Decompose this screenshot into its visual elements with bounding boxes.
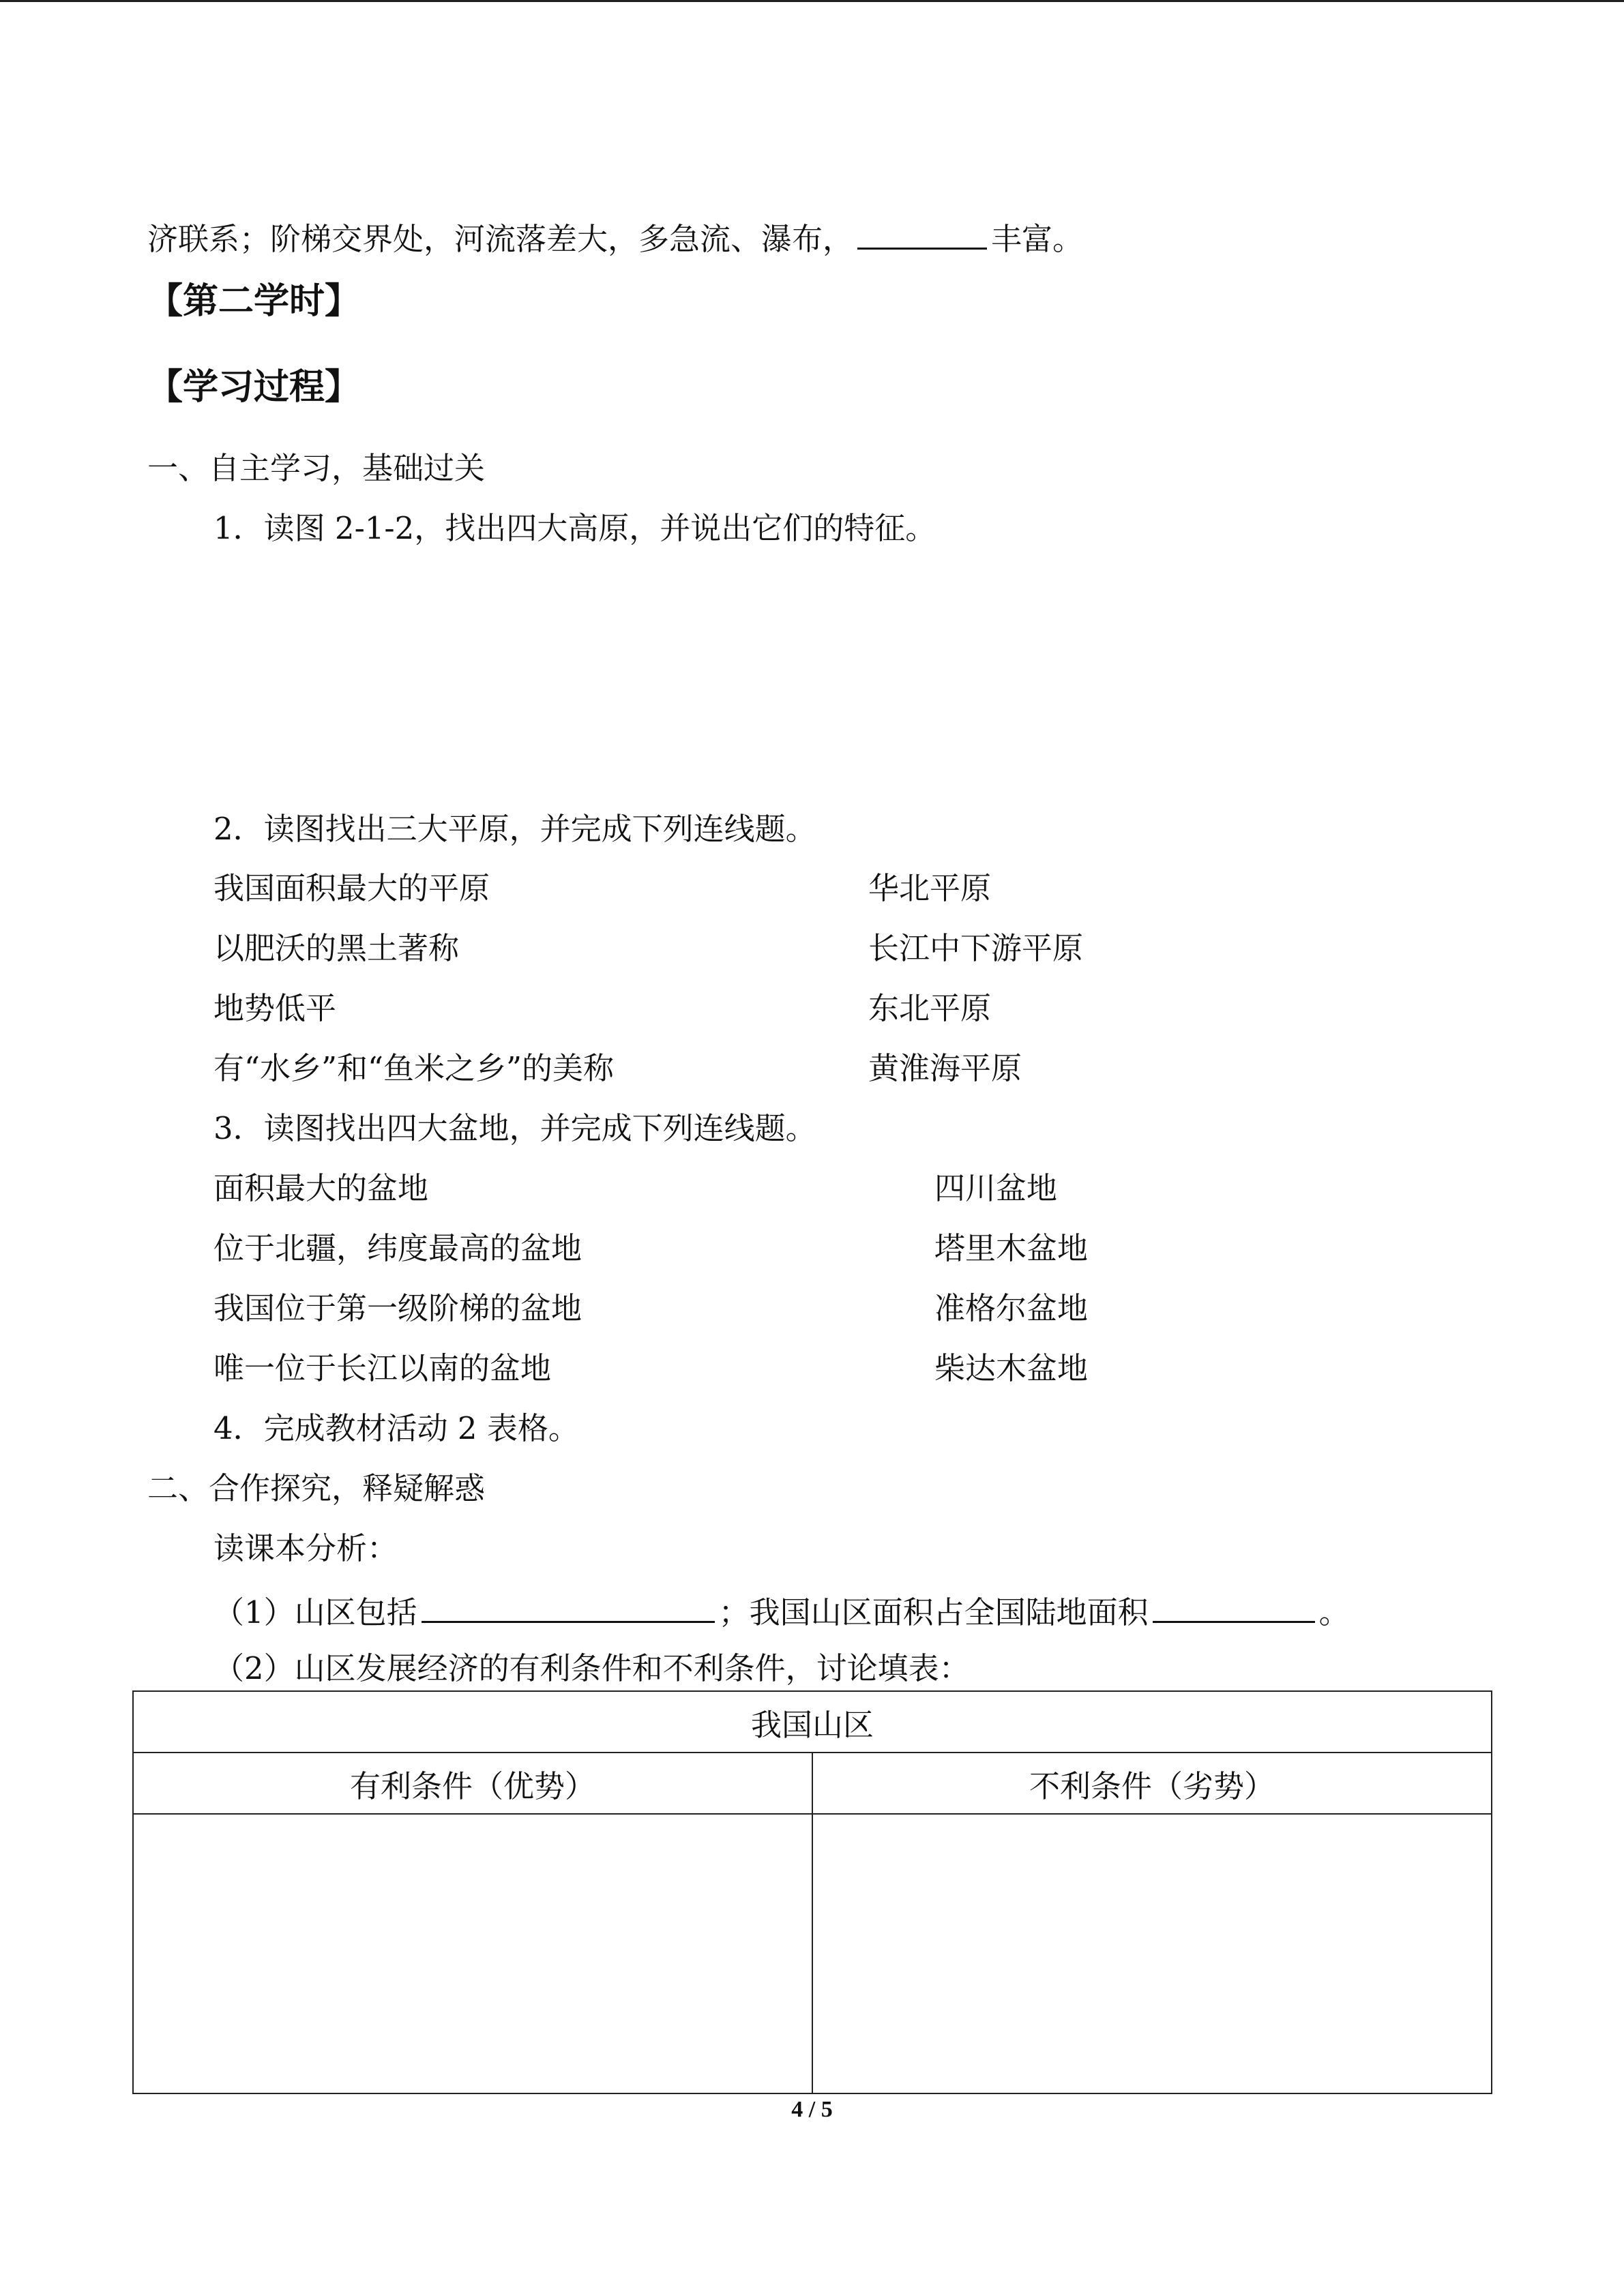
page-top-border xyxy=(0,0,1624,2)
basins-right-2: 塔里木盆地 xyxy=(934,1230,1089,1266)
question-4: 4．完成教材活动 2 表格。 xyxy=(213,1410,579,1446)
mountain-conditions-table xyxy=(132,1690,1492,2094)
plains-right-2: 长江中下游平原 xyxy=(868,930,1084,966)
basins-left-3: 我国位于第一级阶梯的盆地 xyxy=(213,1290,582,1326)
table-header-disadvantages: 不利条件（劣势） xyxy=(812,1753,1492,1814)
basins-left-4: 唯一位于长江以南的盆地 xyxy=(213,1350,552,1386)
advantages-answer-cell[interactable] xyxy=(133,1814,812,2093)
intro-text: 济联系；阶梯交界处，河流落差大，多急流、瀑布， xyxy=(147,221,854,257)
question-2: 2．读图找出三大平原，并完成下列连线题。 xyxy=(213,811,816,847)
plains-left-2: 以肥沃的黑土著称 xyxy=(213,930,460,966)
table-title: 我国山区 xyxy=(133,1691,1492,1753)
answer-blank[interactable] xyxy=(857,215,987,250)
item-1-text-a: （1）山区包括 xyxy=(213,1594,417,1630)
plains-left-3: 地势低平 xyxy=(213,990,337,1026)
basins-right-4: 柴达木盆地 xyxy=(934,1350,1089,1386)
plains-left-1: 我国面积最大的平原 xyxy=(213,870,490,906)
mountain-range-blank[interactable] xyxy=(422,1588,715,1623)
basins-right-3: 准格尔盆地 xyxy=(934,1290,1089,1326)
item-2: （2）山区发展经济的有利条件和不利条件，讨论填表： xyxy=(213,1650,970,1686)
plains-right-3: 东北平原 xyxy=(868,990,992,1026)
question-1: 1．读图 2-1-2，找出四大高原，并说出它们的特征。 xyxy=(213,510,936,546)
plains-right-1: 华北平原 xyxy=(868,870,992,906)
section1-title: 一、自主学习，基础过关 xyxy=(147,450,486,486)
basins-left-1: 面积最大的盆地 xyxy=(213,1170,429,1206)
page-number: 4 / 5 xyxy=(791,2097,833,2122)
item-1-text-b: ；我国山区面积占全国陆地面积 xyxy=(718,1594,1149,1630)
intro-text-end: 丰富。 xyxy=(991,221,1084,257)
basins-right-1: 四川盆地 xyxy=(934,1170,1058,1206)
question-3: 3．读图找出四大盆地，并完成下列连线题。 xyxy=(213,1110,816,1146)
table-header-advantages: 有利条件（优势） xyxy=(133,1753,812,1814)
heading-learning-process: 【学习过程】 xyxy=(147,366,361,408)
item-1-text-c: 。 xyxy=(1318,1594,1350,1630)
basins-left-2: 位于北疆，纬度最高的盆地 xyxy=(213,1230,582,1266)
item-1 xyxy=(213,1588,1350,1633)
area-ratio-blank[interactable] xyxy=(1153,1588,1315,1623)
plains-left-4: 有“水乡”和“鱼米之乡”的美称 xyxy=(213,1050,615,1086)
disadvantages-answer-cell[interactable] xyxy=(812,1814,1492,2093)
intro-line xyxy=(147,215,1083,260)
plains-right-4: 黄淮海平原 xyxy=(868,1050,1022,1086)
section2-title: 二、合作探究，释疑解惑 xyxy=(147,1470,486,1506)
read-textbook: 读课本分析： xyxy=(213,1530,398,1566)
heading-second-period: 【第二学时】 xyxy=(147,280,361,322)
